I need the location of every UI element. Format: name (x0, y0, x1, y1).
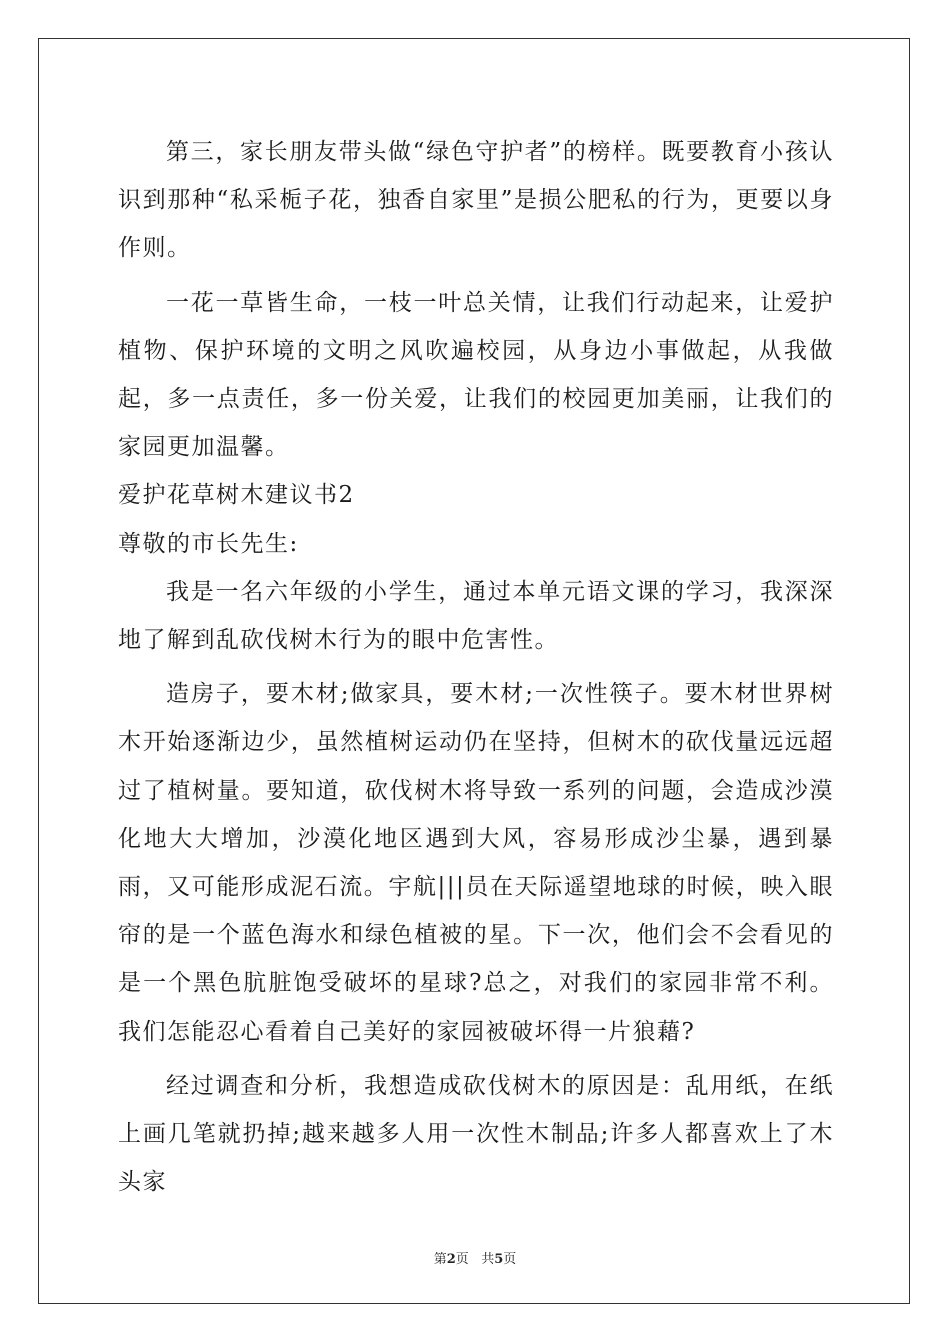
footer-prefix: 第 (433, 1252, 447, 1267)
paragraph-parent-role: 第三，家长朋友带头做“绿色守护者”的榜样。既要教育小孩认识到那种“私采栀子花，独香自家里”是损公肥私的行为，更要以身作则。 (118, 139, 834, 262)
paragraph-causes: 经过调查和分析，我想造成砍伐树木的原因是：乱用纸，在纸上画几笔就扔掉;越来越多人用一次性木制品;许多人都喜欢上了木头家 (118, 1072, 834, 1196)
salutation: 尊敬的市长先生: (118, 530, 299, 557)
footer-page-suffix: 页 (455, 1252, 469, 1267)
footer-total-suffix: 页 (503, 1252, 517, 1267)
paragraph-intro: 我是一名六年级的小学生，通过本单元语文课的学习，我深深地了解到乱砍伐树木行为的眼中危害性。 (118, 578, 834, 654)
footer-page-number: 2 (446, 1252, 456, 1267)
document-body (118, 128, 834, 1206)
paragraph-harm: 造房子，要木材;做家具，要木材;一次性筷子。要木材世界树木开始逐渐边少，虽然植树运动仍在坚持，但树木的砍伐量远远超过了植树量。要知道，砍伐树木将导致一系列的问题，会造成沙漠化地大大增加，沙漠化地区遇到大风，容易形成沙尘暴，遇到暴雨，又可能形成泥石流。宇航|||员在天际遥望地球的时候，映入眼帘的是一个蓝色海水和绿色植被的星。下一次，他们会不会看见的是一个黑色肮脏饱受破坏的星球?总之，对我们的家园非常不利。我们怎能忍心看着自己美好的家园被破坏得一片狼藉? (118, 681, 834, 1045)
footer-total-pages: 5 (494, 1252, 504, 1267)
page-footer (0, 1248, 950, 1267)
footer-total-prefix: 共 (481, 1252, 495, 1267)
section-title: 爱护花草树木建议书2 (118, 482, 355, 509)
paragraph-closing: 一花一草皆生命，一枝一叶总关情，让我们行动起来，让爱护植物、保护环境的文明之风吹遍校园，从身边小事做起，从我做起，多一点责任，多一份关爱，让我们的校园更加美丽，让我们的家园更加温馨。 (118, 289, 834, 461)
